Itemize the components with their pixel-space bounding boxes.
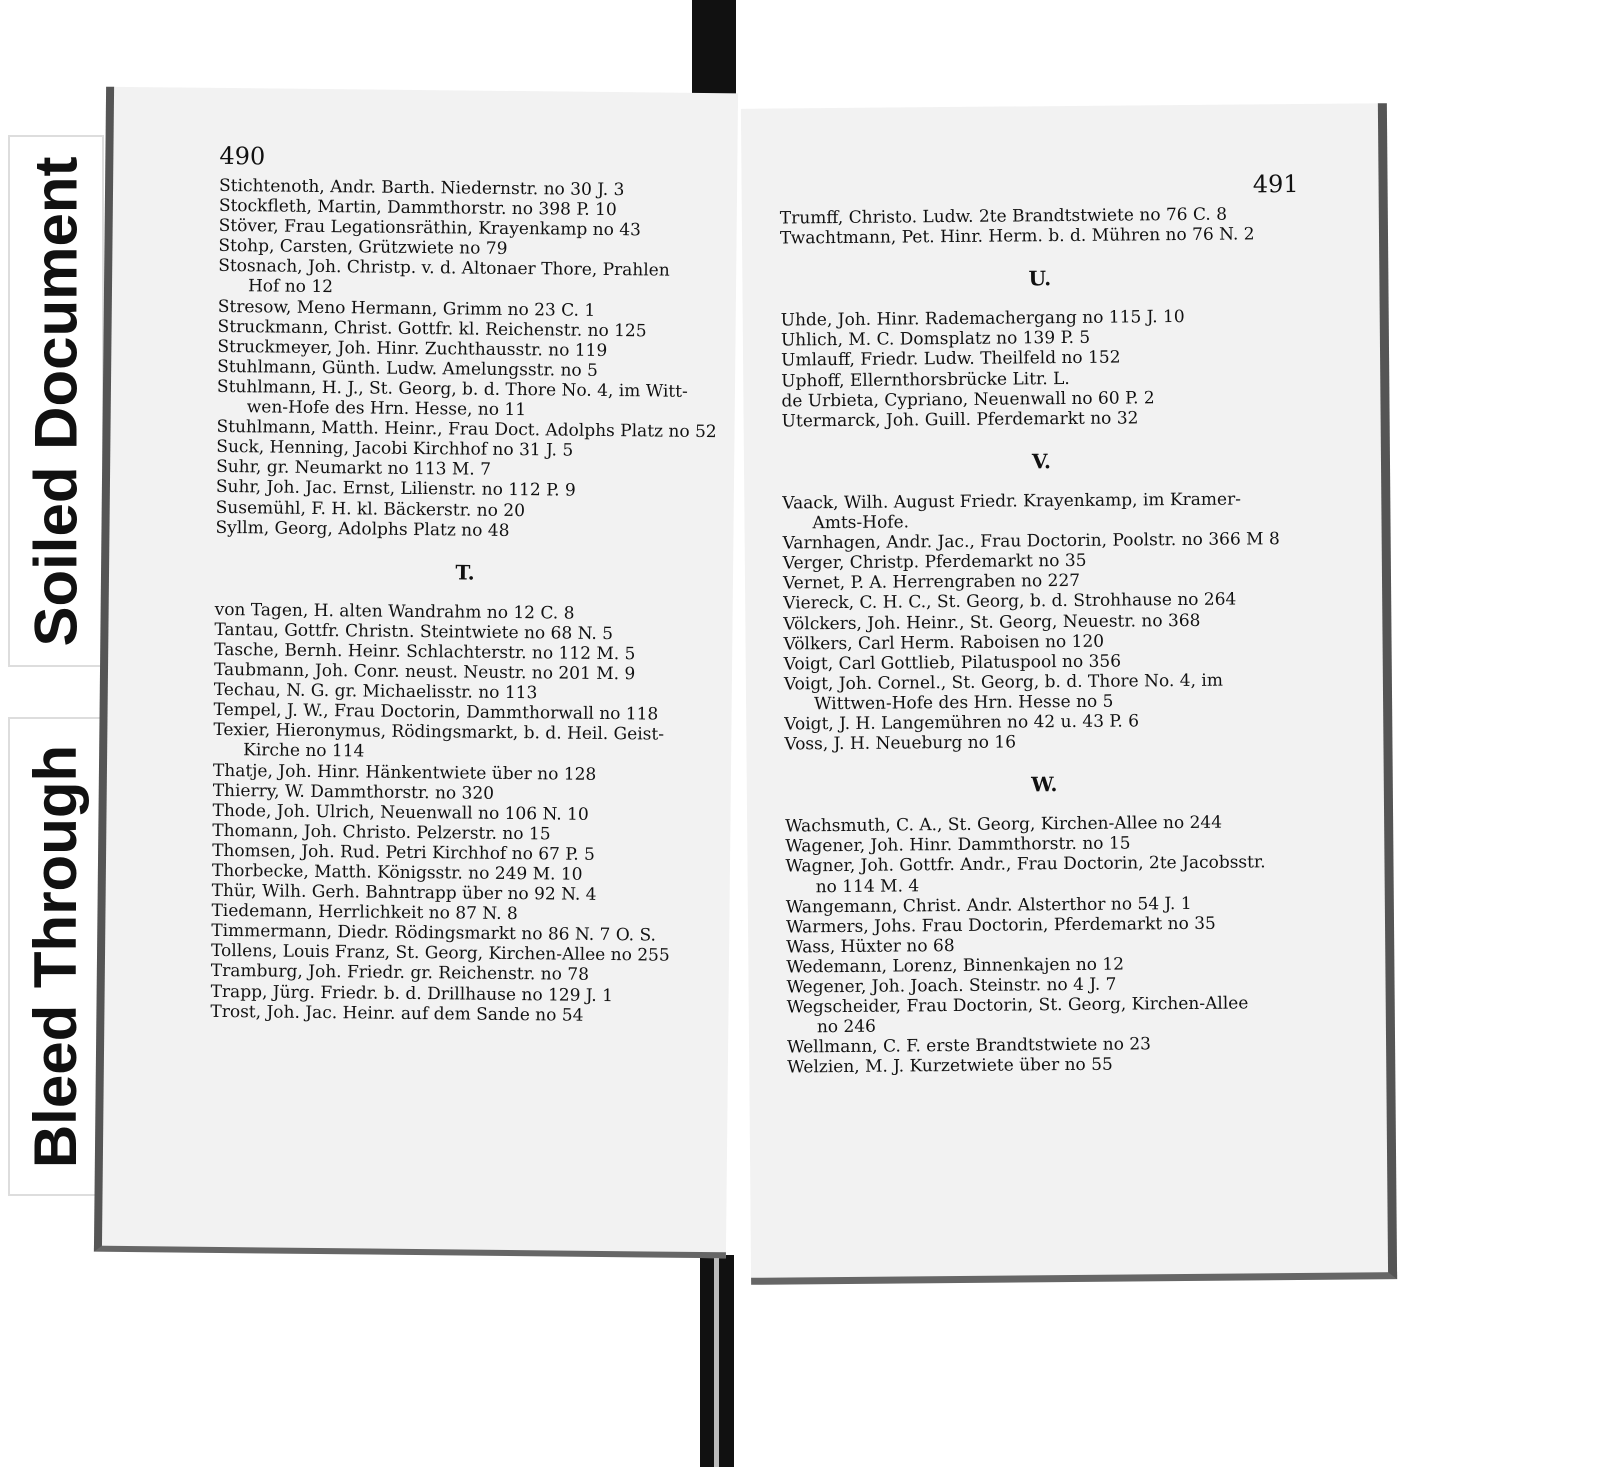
entry-text: Wegener, Joh. Joach. Steinstr. no 4 J. 7 bbox=[786, 974, 1117, 998]
entry-continuation: no 114 M. 4 bbox=[815, 875, 920, 897]
entry-text: Stuhlmann, Günth. Ludw. Amelungsstr. no 5 bbox=[217, 356, 599, 381]
entry-text: Tantau, Gottfr. Christn. Steintwiete no 68 N. 5 bbox=[214, 619, 614, 644]
entry-text: Suhr, Joh. Jac. Ernst, Lilienstr. no 112 P. 9 bbox=[215, 477, 576, 502]
entry-text: Wellmann, C. F. erste Brandtstwiete no 23 bbox=[786, 1034, 1152, 1058]
entry-text: Syllm, Georg, Adolphs Platz no 48 bbox=[215, 517, 510, 541]
entry-text: Wass, Hüxter no 68 bbox=[786, 935, 955, 958]
entry-text: Thatje, Joh. Hinr. Hänkentwiete über no 128 bbox=[212, 760, 597, 785]
entry-text: Welzien, M. J. Kurzetwiete über no 55 bbox=[787, 1055, 1113, 1078]
entry-continuation: Wittwen-Hofe des Hrn. Hesse no 5 bbox=[813, 691, 1114, 715]
entry-text: Susemühl, F. H. kl. Bäckerstr. no 20 bbox=[215, 497, 526, 521]
entry-text: Vernet, P. A. Herrengraben no 227 bbox=[782, 571, 1081, 594]
directory-entry bbox=[785, 852, 1304, 897]
entry-text: Texier, Hieronymus, Rödingsmarkt, b. d. Heil. Geist- bbox=[213, 720, 665, 745]
entry-text: Trumff, Christo. Ludw. 2te Brandtstwiete no 76 C. 8 bbox=[779, 204, 1228, 229]
entry-continuation: Hof no 12 bbox=[247, 276, 334, 298]
directory-entry bbox=[213, 720, 713, 765]
entry-text: Wagner, Joh. Gottfr. Andr., Frau Doctorin, 2te Jacobsstr. bbox=[785, 852, 1266, 877]
section-letter: T. bbox=[455, 560, 475, 585]
entry-text: Struckmeyer, Joh. Hinr. Zuchthausstr. no 119 bbox=[217, 336, 608, 361]
section-letter: W. bbox=[1031, 772, 1058, 797]
directory-entry bbox=[784, 730, 1303, 755]
entry-text: Utermarck, Joh. Guill. Pferdemarkt no 32 bbox=[781, 408, 1139, 432]
entry-text: Wegscheider, Frau Doctorin, St. Georg, Kirchen-Allee bbox=[786, 993, 1249, 1018]
entry-text: Umlauff, Friedr. Ludw. Theilfeld no 152 bbox=[780, 348, 1121, 371]
entry-continuation: no 246 bbox=[816, 1016, 877, 1038]
section-letter: U. bbox=[1028, 266, 1052, 291]
entry-text: von Tagen, H. alten Wandrahm no 12 C. 8 bbox=[214, 599, 575, 624]
directory-entry bbox=[217, 377, 717, 422]
left-page-groups bbox=[210, 176, 719, 1027]
right-page-groups bbox=[780, 204, 1307, 1078]
entry-text: Thierry, W. Dammthorstr. no 320 bbox=[212, 780, 495, 804]
entry-continuation: Kirche no 114 bbox=[243, 740, 365, 762]
entry-text: Tasche, Bernh. Heinr. Schlachterstr. no 112 M. 5 bbox=[214, 639, 636, 665]
directory-entry bbox=[782, 489, 1301, 534]
entry-text: Stresow, Meno Hermann, Grimm no 23 C. 1 bbox=[217, 296, 596, 321]
entry-text: Timmermann, Diedr. Rödingsmarkt no 86 N. 7 O. S. bbox=[211, 921, 657, 946]
directory-entry bbox=[215, 517, 715, 542]
entry-text: Tramburg, Joh. Friedr. gr. Reichenstr. no 78 bbox=[210, 961, 590, 986]
book-spine-bottom bbox=[700, 1255, 734, 1467]
entry-text: Stosnach, Joh. Christp. v. d. Altonaer Thore, Prahlen bbox=[218, 256, 670, 282]
entry-text: Thomann, Joh. Christo. Pelzerstr. no 15 bbox=[212, 820, 551, 845]
entry-text: Voigt, Carl Gottlieb, Pilatuspool no 356 bbox=[783, 651, 1122, 675]
section-letter: V. bbox=[1031, 448, 1052, 474]
entry-text: Voigt, Joh. Cornel., St. Georg, b. d. Thore No. 4, im bbox=[783, 670, 1223, 695]
entry-continuation: wen-Hofe des Hrn. Hesse, no 11 bbox=[246, 397, 527, 421]
entry-text: Suhr, gr. Neumarkt no 113 M. 7 bbox=[216, 457, 492, 481]
entry-text: Stichtenoth, Andr. Barth. Niedernstr. no 30 J. 3 bbox=[218, 175, 625, 201]
soiled-document-text: Soiled Document bbox=[22, 155, 90, 647]
entry-text: Vaack, Wilh. August Friedr. Krayenkamp, im Kramer- bbox=[782, 489, 1242, 514]
entry-text: Twachtmann, Pet. Hinr. Herm. b. d. Mühren no 76 N. 2 bbox=[779, 224, 1255, 249]
entry-text: Voss, J. H. Neueburg no 16 bbox=[784, 732, 1017, 755]
entry-text: Stuhlmann, H. J., St. Georg, b. d. Thore No. 4, im Witt- bbox=[216, 376, 688, 402]
entry-text: Uhlich, M. C. Domsplatz no 139 P. 5 bbox=[780, 328, 1091, 351]
entry-text: Völkers, Carl Herm. Raboisen no 120 bbox=[783, 631, 1105, 655]
entry-text: Tollens, Louis Franz, St. Georg, Kirchen-Allee no 255 bbox=[210, 941, 670, 967]
entry-text: Varnhagen, Andr. Jac., Frau Doctorin, Poolstr. no 366 M 8 bbox=[782, 529, 1280, 554]
entry-text: Thode, Joh. Ulrich, Neuenwall no 106 N. 10 bbox=[212, 800, 589, 825]
bleed-through-label bbox=[8, 717, 104, 1196]
directory-entry bbox=[784, 670, 1303, 715]
entry-text: Techau, N. G. gr. Michaelisstr. no 113 bbox=[213, 680, 538, 704]
entry-text: Viereck, C. H. C., St. Georg, b. d. Strohhause no 264 bbox=[783, 589, 1237, 614]
entry-text: Stohp, Carsten, Grützwiete no 79 bbox=[218, 236, 508, 260]
entry-text: Warmers, Johs. Frau Doctorin, Pferdemarkt no 35 bbox=[785, 913, 1216, 938]
entry-text: Suck, Henning, Jacobi Kirchhof no 31 J. 5 bbox=[216, 437, 574, 461]
directory-entry bbox=[782, 407, 1301, 432]
directory-entry bbox=[210, 1002, 710, 1027]
entry-text: Stockfleth, Martin, Dammthorstr. no 398 P. 10 bbox=[218, 196, 617, 221]
entry-text: Trapp, Jürg. Friedr. b. d. Drillhause no 129 J. 1 bbox=[210, 981, 614, 1006]
entry-text: Thür, Wilh. Gerh. Bahntrapp über no 92 N. 4 bbox=[211, 880, 597, 905]
entry-text: Trost, Joh. Jac. Heinr. auf dem Sande no 54 bbox=[210, 1001, 584, 1026]
entry-text: Wagener, Joh. Hinr. Dammthorstr. no 15 bbox=[785, 833, 1131, 857]
entry-text: Völckers, Joh. Heinr., St. Georg, Neuestr. no 368 bbox=[783, 610, 1201, 634]
entry-text: Verger, Christp. Pferdemarkt no 35 bbox=[782, 551, 1087, 574]
left-page bbox=[94, 87, 738, 1259]
entry-text: Wedemann, Lorenz, Binnenkajen no 12 bbox=[786, 954, 1125, 978]
entry-text: Thorbecke, Matth. Königsstr. no 249 M. 10 bbox=[211, 860, 583, 885]
directory-entry bbox=[218, 256, 718, 301]
entry-text: Stuhlmann, Matth. Heinr., Frau Doct. Adolphs Platz no 52 bbox=[216, 417, 717, 443]
directory-entry bbox=[787, 1053, 1306, 1078]
entry-text: Uphoff, Ellernthorsbrücke Litr. L. bbox=[781, 368, 1070, 392]
entry-text: Thomsen, Joh. Rud. Petri Kirchhof no 67 P. 5 bbox=[212, 840, 596, 865]
entry-text: Tiedemann, Herrlichkeit no 87 N. 8 bbox=[211, 901, 518, 925]
entry-text: de Urbieta, Cypriano, Neuenwall no 60 P. 2 bbox=[781, 387, 1155, 412]
entry-text: Struckmann, Christ. Gottfr. kl. Reichenstr. no 125 bbox=[217, 316, 647, 342]
entry-text: Wangemann, Christ. Andr. Alsterthor no 54 J. 1 bbox=[785, 893, 1192, 918]
entry-text: Tempel, J. W., Frau Doctorin, Dammthorwall no 118 bbox=[213, 700, 659, 725]
page-number: 491 bbox=[1252, 169, 1299, 199]
right-page bbox=[741, 103, 1397, 1285]
entry-text: Stöver, Frau Legationsräthin, Krayenkamp no 43 bbox=[218, 216, 642, 241]
page-number: 490 bbox=[219, 141, 266, 171]
directory-entry bbox=[787, 993, 1306, 1038]
entry-text: Voigt, J. H. Langemühren no 42 u. 43 P. 6 bbox=[784, 711, 1140, 735]
entry-text: Wachsmuth, C. A., St. Georg, Kirchen-Allee no 244 bbox=[785, 812, 1223, 837]
entry-continuation: Amts-Hofe. bbox=[812, 512, 910, 534]
soiled-document-label bbox=[8, 135, 104, 667]
bleed-through-text: Bleed Through bbox=[22, 744, 90, 1169]
directory-entry bbox=[780, 224, 1299, 249]
entry-text: Taubmann, Joh. Conr. neust. Neustr. no 201 M. 9 bbox=[213, 659, 636, 685]
entry-text: Uhde, Joh. Hinr. Rademachergang no 115 J. 10 bbox=[780, 307, 1185, 331]
